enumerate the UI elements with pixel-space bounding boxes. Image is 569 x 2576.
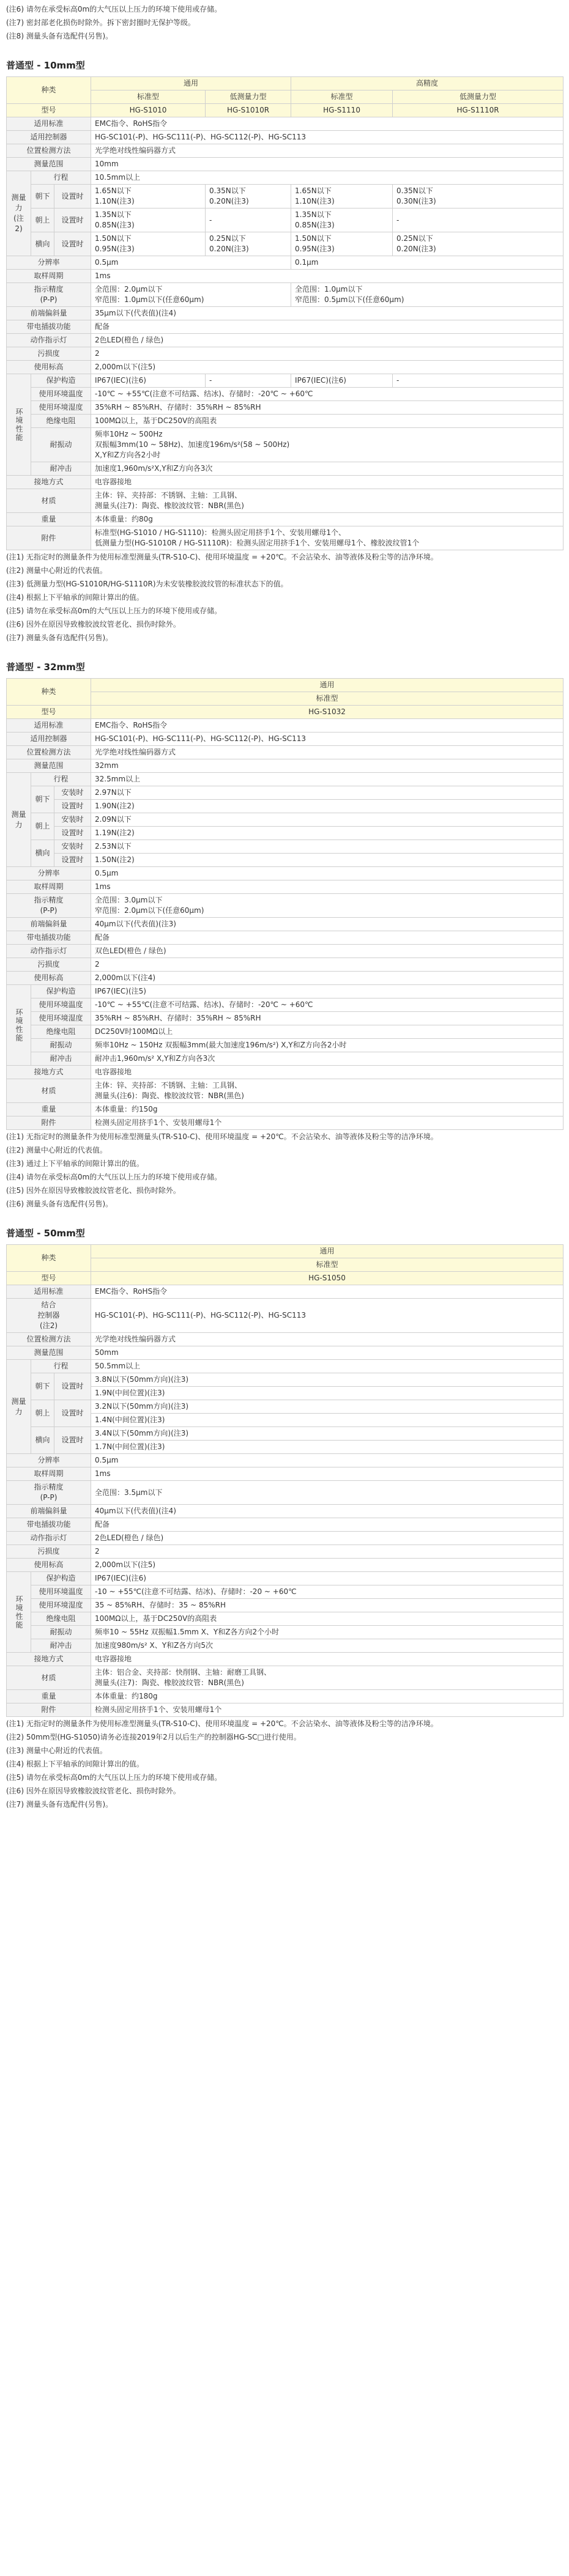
cell-value: 加速度980m/s² X、Y和Z各方向5次 xyxy=(91,1639,563,1653)
note-line: (注2) 测量中心附近的代表值。 xyxy=(6,566,107,575)
row-label-env xyxy=(7,374,31,476)
time-label: 设置时 xyxy=(54,1427,91,1454)
cell-value: 40μm以下(代表值)(注4) xyxy=(91,1505,563,1518)
spec-table-32mm xyxy=(6,678,563,1130)
note-line: (注5) 请勿在承受标高0m的大气压以上压力的环境下使用或存储。 xyxy=(6,1773,222,1782)
model-cell: HG-S1010R xyxy=(206,104,291,117)
cell-value: 1.7N(中间位置)(注3) xyxy=(91,1441,563,1454)
row-label: 动作指示灯 xyxy=(7,334,91,347)
row-label: 取样周期 xyxy=(7,270,91,283)
cell-value: 1.50N(注2) xyxy=(91,854,563,867)
note-line: (注3) 测量中心附近的代表值。 xyxy=(6,1746,107,1755)
cell-value: 2 xyxy=(91,958,563,972)
cell-value: 0.25N以下 0.20N(注3) xyxy=(206,232,291,256)
time-label: 设置时 xyxy=(54,232,91,256)
header-low-force: 低测量力型 xyxy=(206,90,291,104)
row-label: 测量范围 xyxy=(7,759,91,773)
row-label: 绝缘电阻 xyxy=(31,1025,91,1039)
cell-value: 2,000m以下(注5) xyxy=(91,361,563,374)
cell-value: IP67(IEC)(注6) xyxy=(91,374,206,388)
note-line: (注8) 测量头备有选配件(另售)。 xyxy=(6,32,113,40)
row-label: 前端偏斜量 xyxy=(7,307,91,320)
row-label: 分辨率 xyxy=(7,256,91,270)
time-label: 设置时 xyxy=(54,185,91,209)
cell-value: 全范围：2.0μm以下 窄范围：1.0μm以下(任意60μm) xyxy=(91,283,291,307)
row-label-force: 测量力 xyxy=(7,1360,31,1454)
cell-value: 0.35N以下 0.20N(注3) xyxy=(206,185,291,209)
row-label-model: 型号 xyxy=(7,104,91,117)
cell-value: 2色LED(橙色 / 绿色) xyxy=(91,1532,563,1545)
cell-value: 加速度1,960m/s²X,Y和Z方向各3次 xyxy=(91,462,563,476)
cell-value: DC250V时100MΩ以上 xyxy=(91,1025,563,1039)
cell-value: 35 ~ 85%RH、存储时：35 ~ 85%RH xyxy=(91,1599,563,1612)
row-label: 行程 xyxy=(31,1360,91,1373)
row-label-model: 型号 xyxy=(7,706,91,719)
section-title-50mm: 普通型 - 50mm型 xyxy=(6,1228,85,1239)
cell-value: 100MΩ以上，基于DC250V的高阻表 xyxy=(91,415,563,428)
cell-value: 2.09N以下 xyxy=(91,813,563,827)
cell-value: 1ms xyxy=(91,270,563,283)
row-label: 动作指示灯 xyxy=(7,1532,91,1545)
cell-value: - xyxy=(206,374,291,388)
row-label: 行程 xyxy=(31,171,91,185)
notes-32mm xyxy=(6,1130,563,1211)
row-label: 带电插拔功能 xyxy=(7,931,91,945)
cell-value: 2色LED(橙色 / 绿色) xyxy=(91,334,563,347)
cell-value: EMC指令、RoHS指令 xyxy=(91,1285,563,1299)
cell-value: 0.5μm xyxy=(91,1454,563,1467)
note-line: (注3) 通过上下平轴承的间隙计算出的值。 xyxy=(6,1159,144,1168)
row-label: 分辨率 xyxy=(7,867,91,880)
header-standard: 标准型 xyxy=(291,90,393,104)
cell-value: 2.97N以下 xyxy=(91,786,563,800)
cell-value: 双色LED(橙色 / 绿色) xyxy=(91,945,563,958)
cell-value: 35μm以下(代表值)(注4) xyxy=(91,307,563,320)
cell-value: 1.19N(注2) xyxy=(91,827,563,840)
row-label: 附件 xyxy=(7,1703,91,1717)
row-label: 使用环境湿度 xyxy=(31,401,91,415)
row-label: 位置检测方法 xyxy=(7,1333,91,1346)
row-label: 取样周期 xyxy=(7,1467,91,1481)
note-line: (注1) 无指定时的测量条件为使用标准型测量头(TR-S10-C)、使用环境温度 = +20℃。不会沾染水、油等液体及粉尘等的洁净环境。 xyxy=(6,553,438,561)
row-label: 使用标高 xyxy=(7,1559,91,1572)
note-line: (注7) 测量头备有选配件(另售)。 xyxy=(6,1800,113,1809)
model-cell: HG-S1110R xyxy=(393,104,563,117)
cell-value: 全范围：3.5μm以下 xyxy=(91,1481,563,1505)
row-label: 适用控制器 xyxy=(7,733,91,746)
cell-value: 本体重量：约180g xyxy=(91,1690,563,1703)
row-label: 绝缘电阻 xyxy=(31,1612,91,1626)
cell-value: 0.25N以下 0.20N(注3) xyxy=(393,232,563,256)
note-line: (注6) 请勿在承受标高0m的大气压以上压力的环境下使用或存储。 xyxy=(6,5,222,13)
time-label: 设置时 xyxy=(54,1373,91,1400)
cell-value: IP67(IEC)(注5) xyxy=(91,985,563,998)
time-label: 安装时 xyxy=(54,786,91,800)
header-general: 通用 xyxy=(91,679,563,692)
cell-value: 1.50N以下 0.95N(注3) xyxy=(291,232,393,256)
header-kind: 种类 xyxy=(7,1245,91,1272)
header-standard: 标准型 xyxy=(91,1258,563,1272)
cell-value: - xyxy=(206,209,291,232)
row-label: 位置检测方法 xyxy=(7,144,91,158)
cell-value: HG-SC101(-P)、HG-SC111(-P)、HG-SC112(-P)、HG-SC113 xyxy=(91,1299,563,1333)
cell-value: 全范围：1.0μm以下 窄范围：0.5μm以下(任意60μm) xyxy=(291,283,563,307)
row-label-force: 测量力 xyxy=(7,773,31,867)
row-label: 取样周期 xyxy=(7,880,91,894)
cell-value: -10 ~ +55℃(注意不可结露、结冰)、存储时：-20 ~ +60℃ xyxy=(91,1585,563,1599)
row-label: 绝缘电阻 xyxy=(31,415,91,428)
cell-value: 1.35N以下 0.85N(注3) xyxy=(291,209,393,232)
header-low-force: 低测量力型 xyxy=(393,90,563,104)
cell-value: EMC指令、RoHS指令 xyxy=(91,719,563,733)
row-label: 指示精度 (P-P) xyxy=(7,894,91,918)
row-label: 使用标高 xyxy=(7,361,91,374)
time-label: 设置时 xyxy=(54,800,91,813)
cell-value: 频率10 ~ 55Hz 双振幅1.5mm X、Y和Z各方向2个小时 xyxy=(91,1626,563,1639)
row-label: 附件 xyxy=(7,1116,91,1130)
cell-value: 光学绝对线性编码器方式 xyxy=(91,746,563,759)
row-label-model: 型号 xyxy=(7,1272,91,1285)
direction-label: 横向 xyxy=(31,232,54,256)
row-label: 使用标高 xyxy=(7,972,91,985)
note-line: (注7) 测量头备有选配件(另售)。 xyxy=(6,633,113,642)
row-label: 结合 控制器 (注2) xyxy=(7,1299,91,1333)
cell-value: 配备 xyxy=(91,931,563,945)
cell-value: 电容器接地 xyxy=(91,476,563,489)
cell-value: - xyxy=(393,374,563,388)
cell-value: 0.1μm xyxy=(291,256,563,270)
cell-value: 0.5μm xyxy=(91,867,563,880)
cell-value: 0.35N以下 0.30N(注3) xyxy=(393,185,563,209)
cell-value: 检测头固定用挤手1个、安装用螺母1个 xyxy=(91,1116,563,1130)
cell-value: 本体重量：约150g xyxy=(91,1103,563,1116)
cell-value: 频率10Hz ~ 150Hz 双振幅3mm(最大加速度196m/s²) X,Y和Z方向各2小时 xyxy=(91,1039,563,1052)
row-label: 接地方式 xyxy=(7,476,91,489)
direction-label: 朝上 xyxy=(31,209,54,232)
direction-label: 朝下 xyxy=(31,786,54,813)
row-label: 耐振动 xyxy=(31,1039,91,1052)
cell-value: 100MΩ以上，基于DC250V的高阻表 xyxy=(91,1612,563,1626)
row-label: 动作指示灯 xyxy=(7,945,91,958)
cell-value: 频率10Hz ~ 500Hz 双振幅3mm(10 ~ 58Hz)、加速度196m/s²(58 ~ 500Hz) X,Y和Z方向各2小时 xyxy=(91,428,563,462)
note-line: (注1) 无指定时的测量条件为使用标准型测量头(TR-S10-C)、使用环境温度 = +20℃。不会沾染水、油等液体及粉尘等的洁净环境。 xyxy=(6,1132,438,1141)
top-notes xyxy=(6,2,563,43)
cell-value: 光学绝对线性编码器方式 xyxy=(91,1333,563,1346)
cell-value: 10.5mm以上 xyxy=(91,171,563,185)
row-label: 耐冲击 xyxy=(31,1052,91,1066)
env-label-text: 环境性能 xyxy=(15,407,23,442)
cell-value: 3.8N以下(50mm方向)(注3) xyxy=(91,1373,563,1387)
row-label: 前端偏斜量 xyxy=(7,918,91,931)
cell-value: 主体：锌、夹持部：不锈钢、主轴：工具钢、 测量头(注7)：陶瓷、橡胶波纹管：NBR(黑色) xyxy=(91,489,563,513)
row-label: 行程 xyxy=(31,773,91,786)
cell-value: 35%RH ~ 85%RH、存储时：35%RH ~ 85%RH xyxy=(91,401,563,415)
section-title-32mm: 普通型 - 32mm型 xyxy=(6,662,85,673)
row-label: 耐振动 xyxy=(31,428,91,462)
cell-value: 2,000m以下(注4) xyxy=(91,972,563,985)
row-label: 重量 xyxy=(7,1690,91,1703)
cell-value: 耐冲击1,960m/s² X,Y和Z方向各3次 xyxy=(91,1052,563,1066)
cell-value: 检测头固定用挤手1个、安装用螺母1个 xyxy=(91,1703,563,1717)
row-label: 耐冲击 xyxy=(31,1639,91,1653)
row-label: 适用标准 xyxy=(7,1285,91,1299)
note-line: (注6) 测量头备有选配件(另售)。 xyxy=(6,1200,113,1208)
direction-label: 横向 xyxy=(31,1427,54,1454)
row-label: 带电插拔功能 xyxy=(7,320,91,334)
cell-value: 1.65N以下 1.10N(注3) xyxy=(291,185,393,209)
time-label: 设置时 xyxy=(54,1400,91,1427)
cell-value: 主体：锌、夹持部：不锈钢、主轴：工具钢、 测量头(注6)：陶瓷、橡胶波纹管：NBR(黑色) xyxy=(91,1079,563,1103)
row-label: 带电插拔功能 xyxy=(7,1518,91,1532)
row-label: 保护构造 xyxy=(31,1572,91,1585)
cell-value: 3.4N以下(50mm方向)(注3) xyxy=(91,1427,563,1441)
cell-value: 1.4N(中间位置)(注3) xyxy=(91,1414,563,1427)
header-kind: 种类 xyxy=(7,679,91,706)
env-label-text: 环境性能 xyxy=(15,1008,23,1043)
cell-value: -10℃ ~ +55℃(注意不可结露、结冰)、存储时：-20℃ ~ +60℃ xyxy=(91,998,563,1012)
row-label: 位置检测方法 xyxy=(7,746,91,759)
header-general: 通用 xyxy=(91,77,291,90)
note-line: (注3) 低测量力型(HG-S1010R/HG-S1110R)为未安装橡胶波纹管的标准状态下的值。 xyxy=(6,580,288,588)
row-label: 保护构造 xyxy=(31,985,91,998)
spec-table-10mm xyxy=(6,76,563,550)
direction-label: 横向 xyxy=(31,840,54,867)
model-cell: HG-S1050 xyxy=(91,1272,563,1285)
cell-value: IP67(IEC)(注6) xyxy=(291,374,393,388)
row-label: 重量 xyxy=(7,1103,91,1116)
notes-50mm xyxy=(6,1717,563,1811)
row-label: 耐冲击 xyxy=(31,462,91,476)
cell-value: HG-SC101(-P)、HG-SC111(-P)、HG-SC112(-P)、HG-SC113 xyxy=(91,733,563,746)
model-cell: HG-S1010 xyxy=(91,104,206,117)
row-label-force xyxy=(7,171,31,256)
row-label: 使用环境湿度 xyxy=(31,1012,91,1025)
row-label: 耐振动 xyxy=(31,1626,91,1639)
cell-value: 1.35N以下 0.85N(注3) xyxy=(91,209,206,232)
cell-value: 1.9N(中间位置)(注3) xyxy=(91,1387,563,1400)
row-label: 附件 xyxy=(7,526,91,550)
direction-label: 朝下 xyxy=(31,1373,54,1400)
cell-value: HG-SC101(-P)、HG-SC111(-P)、HG-SC112(-P)、HG-SC113 xyxy=(91,131,563,144)
cell-value: 配备 xyxy=(91,320,563,334)
direction-label: 朝下 xyxy=(31,185,54,209)
cell-value: 3.2N以下(50mm方向)(注3) xyxy=(91,1400,563,1414)
cell-value: 10mm xyxy=(91,158,563,171)
header-standard: 标准型 xyxy=(91,90,206,104)
cell-value: 2 xyxy=(91,347,563,361)
time-label: 安装时 xyxy=(54,813,91,827)
cell-value: EMC指令、RoHS指令 xyxy=(91,117,563,131)
header-high-precision: 高精度 xyxy=(291,77,563,90)
cell-value: 32.5mm以上 xyxy=(91,773,563,786)
note-line: (注4) 根据上下平轴承的间隙计算出的值。 xyxy=(6,1760,144,1768)
time-label: 设置时 xyxy=(54,209,91,232)
row-label: 指示精度 (P-P) xyxy=(7,1481,91,1505)
section-title-10mm: 普通型 - 10mm型 xyxy=(6,60,85,71)
cell-value: 50mm xyxy=(91,1346,563,1360)
cell-value: 0.5μm xyxy=(91,256,291,270)
direction-label: 朝上 xyxy=(31,1400,54,1427)
row-label-env xyxy=(7,985,31,1066)
note-line: (注7) 密封部老化损伤时除外。拆下密封圈时无保护等级。 xyxy=(6,18,195,27)
model-cell: HG-S1032 xyxy=(91,706,563,719)
cell-value: 1ms xyxy=(91,1467,563,1481)
cell-value: 2 xyxy=(91,1545,563,1559)
header-standard: 标准型 xyxy=(91,692,563,706)
row-label: 材质 xyxy=(7,1666,91,1690)
row-label: 分辨率 xyxy=(7,1454,91,1467)
cell-value: 配备 xyxy=(91,1518,563,1532)
cell-value: 1ms xyxy=(91,880,563,894)
force-label-text: 测量力(注2) xyxy=(11,193,26,233)
row-label: 适用标准 xyxy=(7,719,91,733)
row-label: 接地方式 xyxy=(7,1066,91,1079)
time-label: 安装时 xyxy=(54,840,91,854)
row-label: 前端偏斜量 xyxy=(7,1505,91,1518)
env-label-text: 环境性能 xyxy=(15,1595,23,1629)
row-label: 适用标准 xyxy=(7,117,91,131)
cell-value: 全范围：3.0μm以下 窄范围：2.0μm以下(任意60μm) xyxy=(91,894,563,918)
note-line: (注2) 50mm型(HG-S1050)请务必连接2019年2月以后生产的控制器HG-SC□进行使用。 xyxy=(6,1733,301,1741)
row-label: 材质 xyxy=(7,1079,91,1103)
cell-value: 标准型(HG-S1010 / HG-S1110)：检测头固定用挤手1个、安装用螺母1个、 低测量力型(HG-S1010R / HG-S1110R)：检测头固定用挤手1个、安装用螺母1个、橡胶波纹管1个 xyxy=(91,526,563,550)
row-label: 污损度 xyxy=(7,1545,91,1559)
cell-value: - xyxy=(393,209,563,232)
cell-value: 32mm xyxy=(91,759,563,773)
row-label: 适用控制器 xyxy=(7,131,91,144)
cell-value: 2,000m以下(注5) xyxy=(91,1559,563,1572)
cell-value: 本体重量：约80g xyxy=(91,513,563,526)
cell-value: 1.65N以下 1.10N(注3) xyxy=(91,185,206,209)
row-label: 使用环境湿度 xyxy=(31,1599,91,1612)
cell-value: 35%RH ~ 85%RH、存储时：35%RH ~ 85%RH xyxy=(91,1012,563,1025)
cell-value: 50.5mm以上 xyxy=(91,1360,563,1373)
row-label: 接地方式 xyxy=(7,1653,91,1666)
time-label: 设置时 xyxy=(54,827,91,840)
cell-value: IP67(IEC)(注6) xyxy=(91,1572,563,1585)
row-label: 使用环境温度 xyxy=(31,1585,91,1599)
row-label: 污损度 xyxy=(7,958,91,972)
notes-10mm xyxy=(6,550,563,644)
cell-value: 1.50N以下 0.95N(注3) xyxy=(91,232,206,256)
note-line: (注6) 因外在原因导致橡胶波纹管老化、损伤时除外。 xyxy=(6,620,180,629)
row-label: 测量范围 xyxy=(7,1346,91,1360)
row-label: 污损度 xyxy=(7,347,91,361)
note-line: (注2) 测量中心附近的代表值。 xyxy=(6,1146,107,1154)
header-general: 通用 xyxy=(91,1245,563,1258)
cell-value: 1.90N(注2) xyxy=(91,800,563,813)
cell-value: 2.53N以下 xyxy=(91,840,563,854)
spec-table-50mm xyxy=(6,1244,563,1717)
row-label: 保护构造 xyxy=(31,374,91,388)
time-label: 设置时 xyxy=(54,854,91,867)
header-kind: 种类 xyxy=(7,77,91,104)
row-label-env xyxy=(7,1572,31,1653)
row-label: 重量 xyxy=(7,513,91,526)
note-line: (注4) 请勿在承受标高0m的大气压以上压力的环境下使用或存储。 xyxy=(6,1173,222,1181)
row-label: 使用环境温度 xyxy=(31,998,91,1012)
direction-label: 朝上 xyxy=(31,813,54,840)
cell-value: 电容器接地 xyxy=(91,1066,563,1079)
cell-value: -10℃ ~ +55℃(注意不可结露、结冰)、存储时：-20℃ ~ +60℃ xyxy=(91,388,563,401)
row-label: 测量范围 xyxy=(7,158,91,171)
row-label: 材质 xyxy=(7,489,91,513)
row-label: 指示精度 (P-P) xyxy=(7,283,91,307)
note-line: (注5) 因外在原因导致橡胶波纹管老化、损伤时除外。 xyxy=(6,1186,180,1195)
cell-value: 40μm以下(代表值)(注3) xyxy=(91,918,563,931)
row-label: 使用环境温度 xyxy=(31,388,91,401)
note-line: (注5) 请勿在承受标高0m的大气压以上压力的环境下使用或存储。 xyxy=(6,607,222,615)
model-cell: HG-S1110 xyxy=(291,104,393,117)
cell-value: 光学绝对线性编码器方式 xyxy=(91,144,563,158)
note-line: (注1) 无指定时的测量条件为使用标准型测量头(TR-S10-C)、使用环境温度 = +20℃。不会沾染水、油等液体及粉尘等的洁净环境。 xyxy=(6,1719,438,1728)
cell-value: 电容器接地 xyxy=(91,1653,563,1666)
cell-value: 主体：铝合金、夹持部：快削钢、主轴：耐磨工具钢、 测量头(注7)：陶瓷、橡胶波纹管：NBR(黑色) xyxy=(91,1666,563,1690)
note-line: (注4) 根据上下平轴承的间隙计算出的值。 xyxy=(6,593,144,602)
note-line: (注6) 因外在原因导致橡胶波纹管老化、损伤时除外。 xyxy=(6,1787,180,1795)
